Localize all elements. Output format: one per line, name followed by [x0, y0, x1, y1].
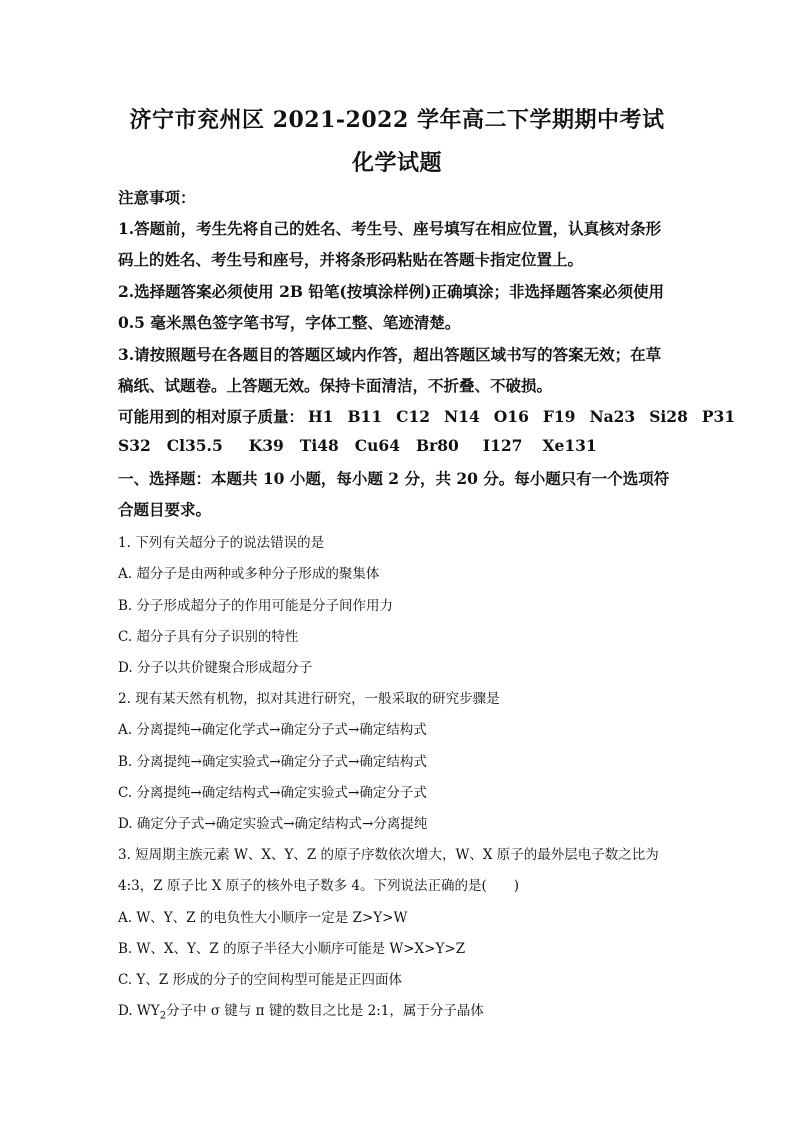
question-option: B. W、X、Y、Z 的原子半径大小顺序可能是 W>X>Y>Z	[118, 941, 466, 957]
option-prefix: D. WY	[118, 1003, 160, 1019]
atomic-mass-row-2	[118, 436, 611, 455]
question-option: B. 分子形成超分子的作用可能是分子间作用力	[118, 598, 394, 614]
question-stem-continued: 4:3，Z 原子比 X 原子的核外电子数多 4。下列说法正确的是( )	[118, 878, 520, 894]
question-option: D. 分子以共价键聚合形成超分子	[118, 660, 313, 676]
notice-line: 0.5 毫米黑色签字笔书写，字体工整、笔迹清楚。	[118, 313, 461, 332]
atomic-mass-item: H1	[308, 407, 334, 426]
atomic-mass-item: Xe131	[542, 436, 597, 455]
question-stem: 2. 现有某天然有机物，拟对其进行研究，一般采取的研究步骤是	[118, 691, 500, 707]
exam-subtitle: 化学试题	[351, 150, 442, 176]
atomic-mass-item: Cl35.5	[166, 436, 223, 455]
notice-line: 3.请按照题号在各题目的答题区域内作答，超出答题区域书写的答案无效；在草	[118, 345, 662, 364]
notice-heading: 注意事项：	[118, 188, 196, 207]
question-option: C. 分离提纯→确定结构式→确定实验式→确定分子式	[118, 785, 427, 801]
atomic-mass-item: N14	[444, 407, 480, 426]
notice-line: 2.选择题答案必须使用 2B 铅笔(按填涂样例)正确填涂；非选择题答案必须使用	[118, 282, 665, 301]
section-heading: 合题目要求。	[118, 500, 212, 519]
question-option: C. Y、Z 形成的分子的空间构型可能是正四面体	[118, 972, 403, 988]
atomic-mass-item: B11	[347, 407, 383, 426]
atomic-mass-row-1	[118, 405, 749, 427]
atomic-mass-label: 可能用到的相对原子质量：	[118, 407, 305, 426]
atomic-mass-item: Br80	[415, 436, 459, 455]
question-stem: 1. 下列有关超分子的说法错误的是	[118, 535, 325, 551]
atomic-mass-item: K39	[248, 436, 284, 455]
question-option	[118, 999, 484, 1022]
atomic-mass-item: F19	[542, 407, 576, 426]
option-text: 分子中 σ 键与 π 键的数目之比是 2:1，属于分子晶体	[166, 1003, 484, 1019]
question-option: D. 确定分子式→确定实验式→确定结构式→分离提纯	[118, 816, 428, 832]
notice-line: 码上的姓名、考生号和座号，并将条形码粘贴在答题卡指定位置上。	[118, 250, 584, 269]
atomic-mass-item: P31	[701, 407, 736, 426]
notice-line: 1.答题前，考生先将自己的姓名、考生号、座号填写在相应位置，认真核对条形	[118, 219, 662, 238]
question-option: A. 分离提纯→确定化学式→确定分子式→确定结构式	[118, 722, 427, 738]
subscript: 2	[159, 1010, 167, 1022]
atomic-mass-item: Si28	[649, 407, 688, 426]
atomic-mass-item: Ti48	[299, 436, 339, 455]
atomic-mass-item: Cu64	[354, 436, 400, 455]
atomic-mass-item: Na23	[589, 407, 636, 426]
question-option: A. W、Y、Z 的电负性大小顺序一定是 Z>Y>W	[118, 910, 408, 926]
question-option: B. 分离提纯→确定实验式→确定分子式→确定结构式	[118, 754, 427, 770]
atomic-mass-item: I127	[482, 436, 523, 455]
atomic-mass-item: C12	[396, 407, 431, 426]
atomic-mass-item: S32	[118, 436, 151, 455]
exam-title: 济宁市兖州区 2021-2022 学年高二下学期期中考试	[129, 107, 665, 133]
section-heading: 一、选择题：本题共 10 小题，每小题 2 分，共 20 分。每小题只有一个选项符	[118, 469, 670, 488]
notice-line: 稿纸、试题卷。上答题无效。保持卡面清洁，不折叠、不破损。	[118, 376, 553, 395]
question-option: C. 超分子具有分子识别的特性	[118, 629, 299, 645]
atomic-mass-item: O16	[493, 407, 529, 426]
question-option: A. 超分子是由两种或多种分子形成的聚集体	[118, 566, 380, 582]
question-stem: 3. 短周期主族元素 W、X、Y、Z 的原子序数依次增大，W、X 原子的最外层电子数之比为	[118, 847, 659, 863]
